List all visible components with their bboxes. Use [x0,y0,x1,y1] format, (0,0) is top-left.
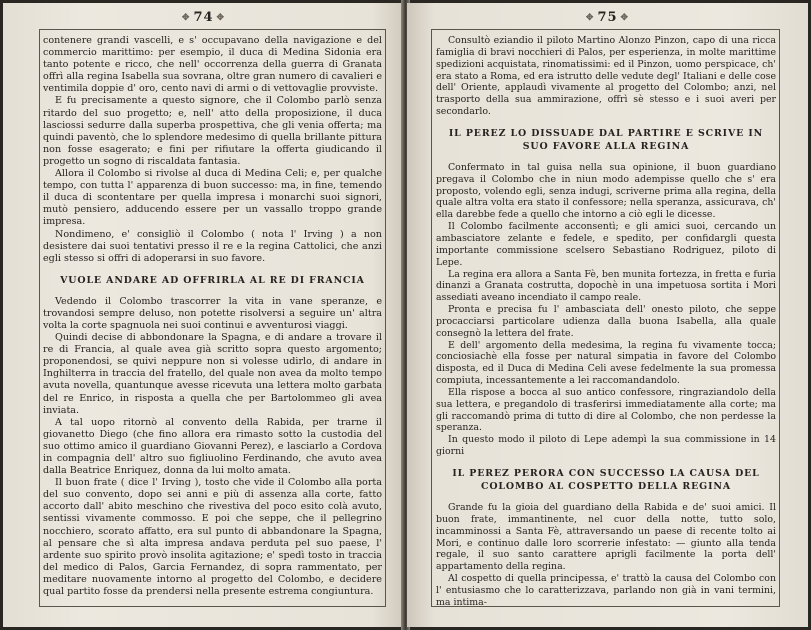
paragraph: Il Colombo facilmente acconsentì; e gli amici suoi, cercando un ambasciatore zelante e fedele, e spedito, per confidargli questa importante commissione scelsero Sebastiano Rodriguez, piloto di Lepe. [436,221,776,268]
paragraph: E dell' argomento della medesima, la regina fu vivamente tocca; conciosiachè ella fosse per natural simpatia in favore del Colombo disposta, ed il Duca di Medina Celi avese fedelmente la sua promessa compiuta, incessantemente a lei raccomandandolo. [436,339,776,387]
section-heading: IL PEREZ LO DISSUADE DAL PARTIRE E SCRIVE IN SUO FAVORE ALLA REGINA [448,127,764,152]
paragraph: Grande fu la gioia del guardiano della Rabida e de' suoi amici. Il buon frate, immantinente, nel cuor della notte, tutto solo, incamminossi a Santa Fè, attraversando un paese di recente tolto ai Mori, e continuo dalle loro scorrerie infestato: — giunto alla tenda regale, il suo santo carattere aprigli facilmente la porta dell' appartamento della regina. [436,502,776,573]
paragraph: Consultò eziandio il piloto Martino Alonzo Pinzon, capo di una ricca famiglia di bravi nocchieri di Palos, per esperienza, in molte marittime spedizioni acquistata, rinomatissimi: ed il Pinzon, uomo perspicace, ch' era stato a Roma, ed era istrutto delle vedute degl' Italiani e delle cose dell' Oriente, applaudì vivamente al progetto del Colombo; anzi, nel trasporto della sua ammirazione, offrì sè stesso e i suoi averi per secondarlo. [436,35,776,118]
header-ornament-left: ✥ [585,12,595,23]
page-header [407,10,808,26]
header-ornament-right: ✥ [620,12,630,23]
paragraph: Quindi decise di abbondonare la Spagna, e di andare a trovare il re di Francia, al quale avea già scritto sopra questo argomento; proponendosi, se quivi neppure non si volesse udirlo, di andare in Inghilterra in traccia del fratello, del quale non avea da molto tempo avuta novella, quantunque avesse ricevuta una lettera molto garbata del re Enrico, in risposta a quella che per Bartolommeo gli avea inviata. [43,332,382,416]
paragraph: Vedendo il Colombo trascorrer la vita in vane speranze, e trovandosi sempre deluso, non potette risolversi a seguire un' altra volta la corte spagnuola nei suoi continui e avventurosi viaggi. [43,295,382,331]
page-body [436,35,776,611]
paragraph: Pronta e precisa fu l' ambasciata dell' onesto piloto, che seppe procacciarsi particolare udienza dalla buona Isabella, alla quale consegnò la lettera del frate. [436,304,776,339]
paragraph: La regina era allora a Santa Fè, ben munita fortezza, in fretta e furia dinanzi a Granata costrutta, dopochè in una impetuosa sortita i Mori assediati aveano incendiato il campo reale. [436,268,776,304]
paragraph: In questo modo il piloto di Lepe adempì la sua commissione in 14 giorni [436,434,776,458]
paragraph: Allora il Colombo si rivolse al duca di Medina Celi; e, per qualche tempo, con tutta l' apparenza di buon successo: ma, in fine, temendo il duca di scontentare per quella impresa i monarchi suoi signori, mutò pensiero, adducendo essere per un vassallo troppo grande impresa. [43,168,382,228]
paragraph: E fu precisamente a questo signore, che il Colombo parlò senza ritardo del suo progetto; e, nell' atto della proposizione, il duca lasciossi sedurre dalla superba prospettiva, che gli venia offerta; ma quindi paventò, che lo splendore medesimo di quella brillante pittura non fosse esagerato; e fini per rifiutare la offerta giudicando il progetto un sogno di riscaldata fantasia. [43,95,382,167]
paragraph: Il buon frate ( dice l' Irving ), tosto che vide il Colombo alla porta del suo convento, dopo sei anni e più di assenza alla corte, fatto accorto dall' abito meschino che rivestiva del poco esito colà avuto, sentissi vivamente commosso. E poi che seppe, che il pellegrino nocchiero, scorato affatto, era sul punto di abbandonare la Spagna, al pensare che sì alta impresa andava perduta pel suo paese, l' ardente suo spirito provò insolita agitazione; e' spedì tosto in traccia del medico di Palos, Garcia Fernandez, di sopra rammentato, per meditare nuovamente intorno al progetto del Colombo, e decidere qual partito fosse da prendersi nella presente estrema congiuntura. [43,477,382,598]
paragraph: A tal uopo ritornò al convento della Rabida, per trarne il giovanetto Diego (che fino allora era rimasto sotto la custodia del suo ottimo amico il guardiano Giovanni Perez), e lasciarlo a Cordova in compagnia dell' altro suo figliuolino Ferdinando, che avuto avea dalla Beatrice Enriquez, donna da lui molto amata. [43,416,382,477]
left-page [3,3,404,627]
page-number: 74 [193,10,214,25]
paragraph: contenere grandi vascelli, e s' occupavano della navigazione e del commercio marittimo: per esempio, il duca di Medina Sidonia era tanto potente e ricco, che nell' occorrenza della guerra di Granata offrì alla regina Isabella sua sovrana, oltre gran numero di cavalieri e ventimila doppie d' oro, cento navi di armi o di vettovaglie provviste. [43,35,382,95]
header-ornament-right: ✥ [216,12,226,23]
header-ornament-left: ✥ [181,12,191,23]
section-heading: IL PEREZ PERORA CON SUCCESSO LA CAUSA DEL COLOMBO AL COSPETTO DELLA REGINA [452,468,760,492]
paragraph: Nondimeno, e' consigliò il Colombo ( nota l' Irving ) a non desistere dai suoi tentativi presso il re e la regina Cattolici, che anzi egli stesso si offri di adoperarsi in suo favore. [43,228,382,264]
page-number: 75 [597,10,618,25]
section-heading: VUOLE ANDARE AD OFFRIRLA AL RE DI FRANCIA [60,274,365,286]
paragraph: Confermato in tal guisa nella sua opinione, il buon guardiano pregava il Colombo che in niun modo adempisse quello che s' era proposto, volendo egli, senza indugi, scriverne prima alla regina, della quale altra volta era stato il confessore; nella speranza, assicurava, ch' ella darebbe fede a quello che intorno a ciò egli le dicesse. [436,161,776,221]
page-body [43,35,382,611]
page-header [3,10,404,26]
right-page [407,3,808,627]
paragraph: Al cospetto di quella principessa, e' trattò la causa del Colombo con l' entusiasmo che lo caratterizzava, parlando non già in vani termini, ma intima- [436,573,776,608]
paragraph: Ella rispose a bocca al suo antico confessore, ringraziandolo della sua lettera, e pregandolo di trasferirsi immediatamente alla corte; ma gli raccomandò prima di tutto di dire al Colombo, che non perdesse la speranza. [436,386,776,434]
